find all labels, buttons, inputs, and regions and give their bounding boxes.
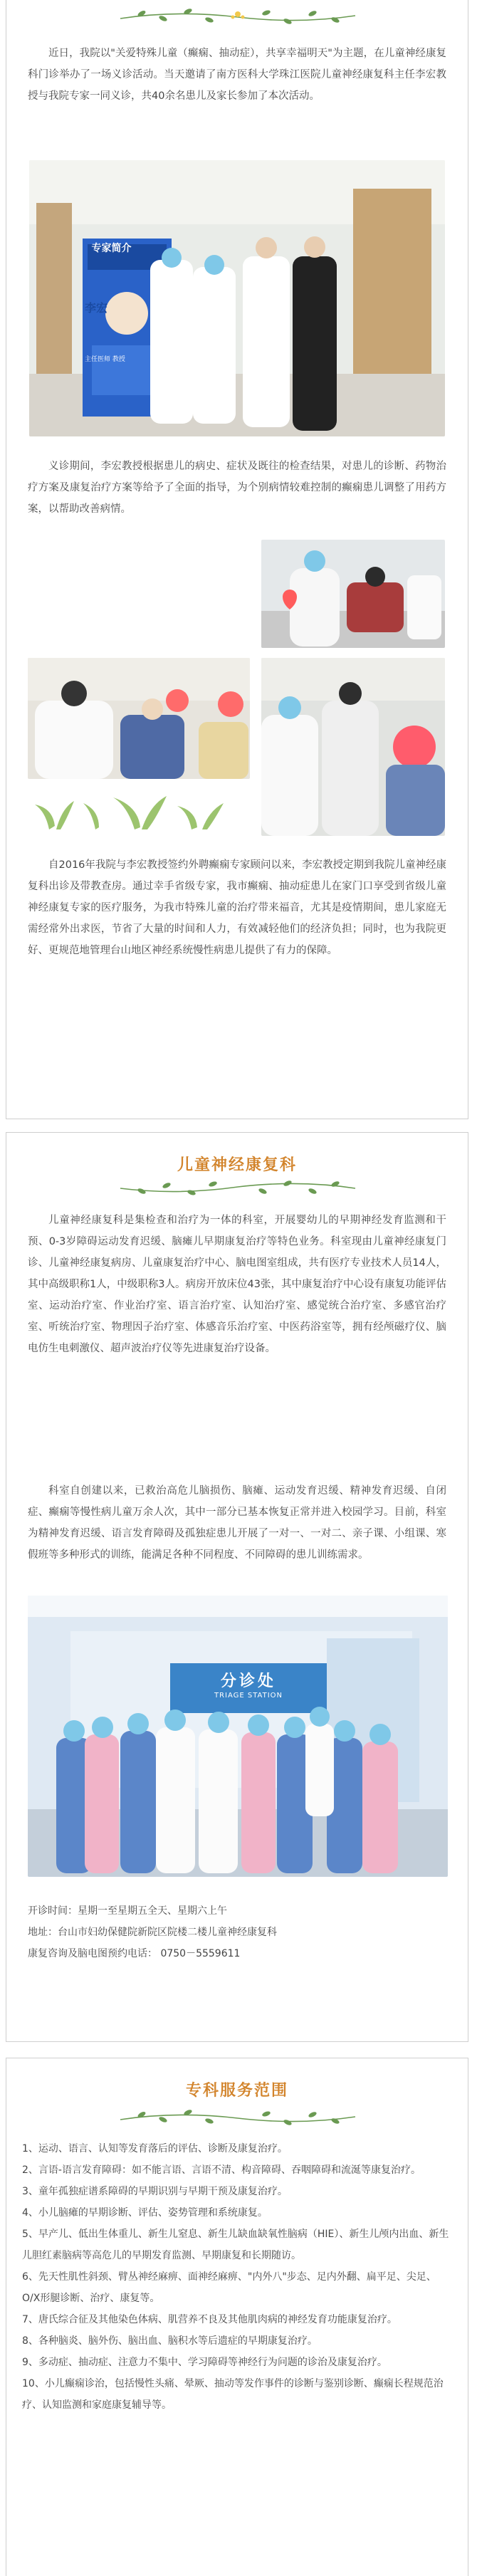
scope-item: 5、早产儿、低出生体重儿、新生儿窒息、新生儿缺血缺氧性脑病（HIE）、新生儿颅内出血、新生儿胆红素脑病等高危儿的早期发育监测、早期康复和长期随访。 [22,2229,449,2261]
scope-item: 10、小儿癫痫诊治，包括慢性头痛、晕厥、抽动等发作事件的诊断与鉴别诊断、癫痫长程规范治疗、认知监测和家庭康复辅导等。 [22,2378,444,2411]
banner-role: 主任医师 教授 [85,356,125,363]
vine-divider-icon [113,2105,362,2127]
dept-phone: 康复咨询及脑电图预约电话： 0750－5559611 [28,1948,241,1959]
dept-title: 儿童神经康复科 [177,1156,297,1174]
scope-item: 3、童年孤独症谱系障碍的早期识别与早期干预及康复治疗。 [22,2186,288,2197]
scope-item: 6、先天性肌性斜颈、臂丛神经麻痹、面神经麻痹、"内外八"步态、足内外翻、扁平足、尖足、O/X形腿诊断、治疗、康复等。 [22,2271,436,2304]
sprout-decoration-icon [28,790,250,833]
photo-sign-text: 分诊处 [220,1672,276,1690]
dept-card [6,1132,468,2042]
scope-item: 9、多动症、抽动症、注意力不集中、学习障碍等神经行为问题的诊治及康复治疗。 [22,2357,387,2368]
intro-card [6,0,468,1119]
scope-title: 专科服务范围 [185,2082,288,2100]
dept-address: 地址：台山市妇幼保健院新院区院楼二楼儿童神经康复科 [28,1927,277,1938]
banner-name: 李宏 [85,301,108,315]
dept-contact [28,1900,448,1964]
scope-item: 1、运动、语言、认知等发育落后的评估、诊断及康复治疗。 [22,2143,288,2154]
scope-item: 2、言语-语言发育障碍：如不能言语、言语不清、构音障碍、吞咽障碍和流涎等康复治疗。 [22,2164,421,2176]
banner-title: 专家简介 [91,243,132,254]
scope-item: 8、各种脑炎、脑外伤、脑出血、脑积水等后遗症的早期康复治疗。 [22,2335,318,2347]
event-photo-consultation-3 [261,658,445,836]
dept-paragraph-1: 儿童神经康复科是集检查和治疗为一体的科室，开展婴幼儿的早期神经发育监测和干预、0-3岁障碍运动发育迟缓、脑瘫儿早期康复治疗等特色业务。科室现由儿童神经康复门诊、儿童神经康复病房、儿童康复治疗中心、脑电图室组成，共有医疗专业技术人员14人，其中高级职称1人，中级职称3人。病房开放床位43张，其中康复治疗中心设有康复功能评估室、运动治疗室、作业治疗室、语言治疗室、认知治疗室、感觉统合治疗室、多感官治疗室、听统治疗室、物理因子治疗室、体感音乐治疗室、中医药浴室等，拥有经颅磁疗仪、脑电仿生电刺激仪、超声波治疗仪等先进康复治疗设备。 [28,1215,446,1354]
scope-item: 7、唐氏综合征及其他染色体病、肌营养不良及其他肌肉病的神经发育功能康复治疗。 [22,2314,397,2325]
scope-list [22,2138,449,2416]
vine-divider-icon [113,4,362,26]
photo-sign-text-en: TRIAGE STATION [214,1692,283,1700]
vine-divider-icon [113,1177,362,1198]
event-photo-consultation-2 [28,658,250,779]
team-photo [28,1596,448,1877]
scope-item: 4、小儿脑瘫的早期诊断、评估、姿势管理和系统康复。 [22,2207,268,2219]
dept-paragraph-2: 科室自创建以来，已救治高危儿脑损伤、脑瘫、运动发育迟缓、精神发育迟缓、自闭症、癫痫等慢性病儿童万余人次，其中一部分已基本恢复正常并进入校园学习。目前，科室为精神发育迟缓、语言发育障碍及孤独症患儿开展了一对一、一对二、亲子课、小组课、寒假班等多种形式的训练，能满足各种不同程度、不同障碍的患儿训练需求。 [28,1485,446,1561]
intro-paragraph-1: 近日，我院以"关爱特殊儿童（癫痫、抽动症），共享幸福明天"为主题，在儿童神经康复科门诊举办了一场义诊活动。当天邀请了南方医科大学珠江医院儿童神经康复科主任李宏教授与我院专家一同义诊，共40余名患儿及家长参加了本次活动。 [28,48,446,102]
event-photo-experts [29,160,445,436]
opening-hours: 开诊时间：星期一至星期五全天、星期六上午 [28,1905,227,1917]
intro-paragraph-2: 义诊期间，李宏教授根据患儿的病史、症状及既往的检查结果，对患儿的诊断、药物治疗方案及康复治疗方案等给予了全面的指导，为个别病情较难控制的癫痫患儿调整了用药方案，以帮助改善病情。 [28,461,446,515]
intro-paragraph-3: 自2016年我院与李宏教授签约外聘癫痫专家顾问以来，李宏教授定期到我院儿童神经康复科出诊及带教查房。通过幸手省级专家，我市癫痫、抽动症患儿在家门口享受到省级儿童神经康复专家的医疗服务，为我市特殊儿童的治疗带来福音，尤其是疫情期间，患儿家庭无需经常外出求医，节省了大量的时间和人力，有效减轻他们的经济负担；同时，也为我院更好、更规范地管理台山地区神经系统慢性病患儿提供了有力的保障。 [28,859,446,956]
scope-card [6,2058,468,2576]
event-photo-consultation-1 [261,540,445,648]
